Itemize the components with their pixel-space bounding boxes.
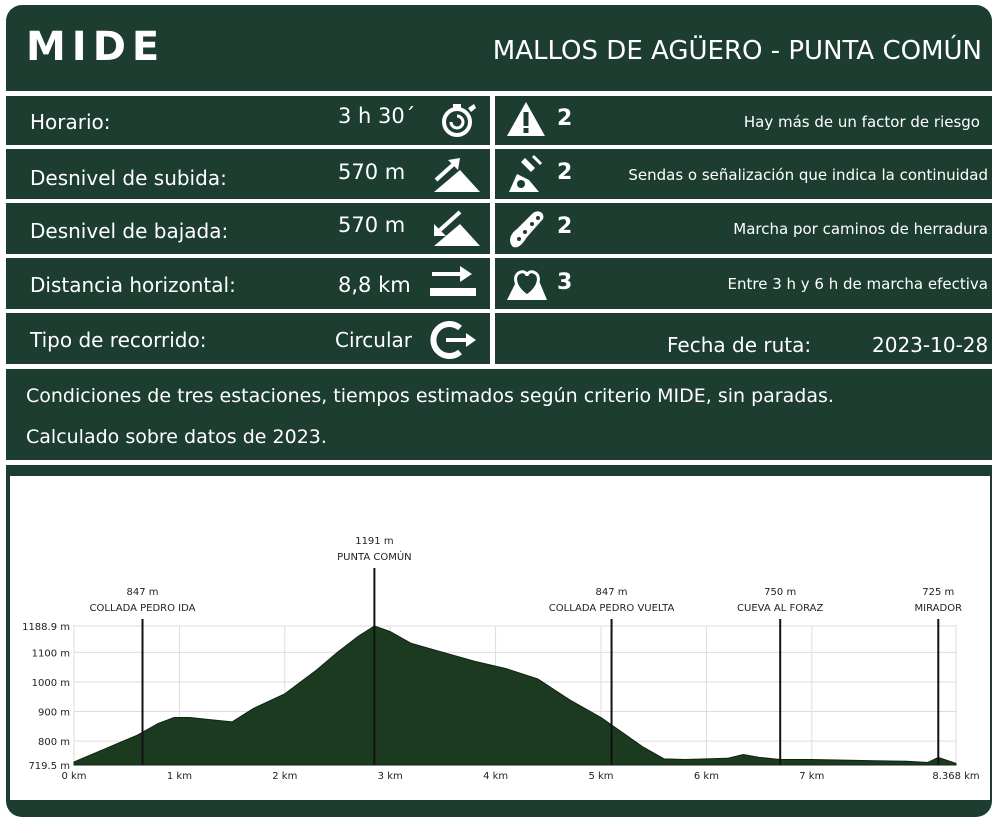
y-tick-label: 1000 m xyxy=(31,677,70,689)
stat-value-ascent: 570 m xyxy=(338,160,406,184)
x-tick-label: 1 km xyxy=(166,771,192,782)
warning-icon xyxy=(505,100,547,138)
separator xyxy=(6,91,992,96)
stat-value-descent: 570 m xyxy=(338,213,406,237)
stat-value-horario: 3 h 30´ xyxy=(338,104,416,128)
waypoint-name: PUNTA COMÚN xyxy=(337,552,412,563)
waypoint-elevation: 847 m xyxy=(126,587,159,598)
stat-label-route-type: Tipo de recorrido: xyxy=(30,328,207,352)
date-value: 2023-10-28 xyxy=(872,333,989,357)
distance-icon xyxy=(428,264,478,298)
y-tick-label: 800 m xyxy=(37,737,70,749)
elevation-profile-chart xyxy=(10,476,990,800)
stat-value-route-type: Circular xyxy=(335,328,413,352)
waypoint-elevation: 750 m xyxy=(764,587,797,598)
stopwatch-icon xyxy=(438,100,480,140)
separator xyxy=(6,254,992,258)
waypoint-name: COLLADA PEDRO IDA xyxy=(89,603,196,614)
x-tick-label: 8.368 km xyxy=(932,771,980,782)
mide-logo: MIDE xyxy=(26,24,166,70)
x-tick-label: 5 km xyxy=(588,771,614,782)
waypoint-name: CUEVA AL FORAZ xyxy=(737,603,824,614)
stat-label-ascent: Desnivel de subida: xyxy=(30,166,227,190)
waypoint-elevation: 847 m xyxy=(595,587,628,598)
ascent-icon xyxy=(430,156,482,194)
y-tick-label: 1188.9 m xyxy=(22,622,70,633)
waypoint-name: COLLADA PEDRO VUELTA xyxy=(548,603,675,614)
rating-score-terrain: 2 xyxy=(557,214,573,239)
stat-label-descent: Desnivel de bajada: xyxy=(30,219,229,243)
rating-text-effort: Entre 3 h y 6 h de marcha efectiva xyxy=(727,275,988,293)
y-tick-label: 900 m xyxy=(37,707,70,719)
waypoint-name: MIRADOR xyxy=(914,603,963,614)
notes-line-2: Calculado sobre datos de 2023. xyxy=(26,426,327,448)
route-title: MALLOS DE AGÜERO - PUNTA COMÚN xyxy=(492,36,982,66)
effort-icon xyxy=(505,262,549,302)
x-tick-label: 6 km xyxy=(693,771,719,782)
circular-route-icon xyxy=(426,318,480,362)
x-tick-label: 4 km xyxy=(483,771,509,782)
column-separator xyxy=(490,91,495,369)
stat-label-distance: Distancia horizontal: xyxy=(30,273,236,297)
separator xyxy=(6,309,992,313)
y-tick-label: 1100 m xyxy=(31,648,70,660)
rating-text-terrain: Marcha por caminos de herradura xyxy=(733,220,988,238)
elevation-profile-panel xyxy=(10,476,990,800)
rating-score-risk: 2 xyxy=(557,106,573,131)
separator xyxy=(6,364,992,369)
notes-line-1: Condiciones de tres estaciones, tiempos estimados según criterio MIDE, sin paradas. xyxy=(26,385,834,407)
x-tick-label: 0 km xyxy=(61,771,87,782)
waypoint-elevation: 725 m xyxy=(922,587,955,598)
date-label: Fecha de ruta: xyxy=(667,333,812,357)
rating-score-effort: 3 xyxy=(557,270,573,295)
separator xyxy=(6,460,992,465)
x-tick-label: 7 km xyxy=(799,771,825,782)
stat-value-distance: 8,8 km xyxy=(338,273,411,297)
rating-text-risk: Hay más de un factor de riesgo xyxy=(743,113,980,131)
y-tick-label: 719.5 m xyxy=(28,761,70,772)
rating-text-orientation: Sendas o señalización que indica la continuidad xyxy=(628,166,988,184)
descent-icon xyxy=(430,208,482,248)
x-tick-label: 2 km xyxy=(272,771,298,782)
rating-score-orientation: 2 xyxy=(557,160,573,185)
separator xyxy=(6,199,992,203)
footprint-icon xyxy=(505,207,547,251)
stat-label-horario: Horario: xyxy=(30,110,111,134)
x-tick-label: 3 km xyxy=(377,771,403,782)
orientation-icon xyxy=(505,154,547,194)
separator xyxy=(6,145,992,149)
waypoint-elevation: 1191 m xyxy=(355,536,394,547)
